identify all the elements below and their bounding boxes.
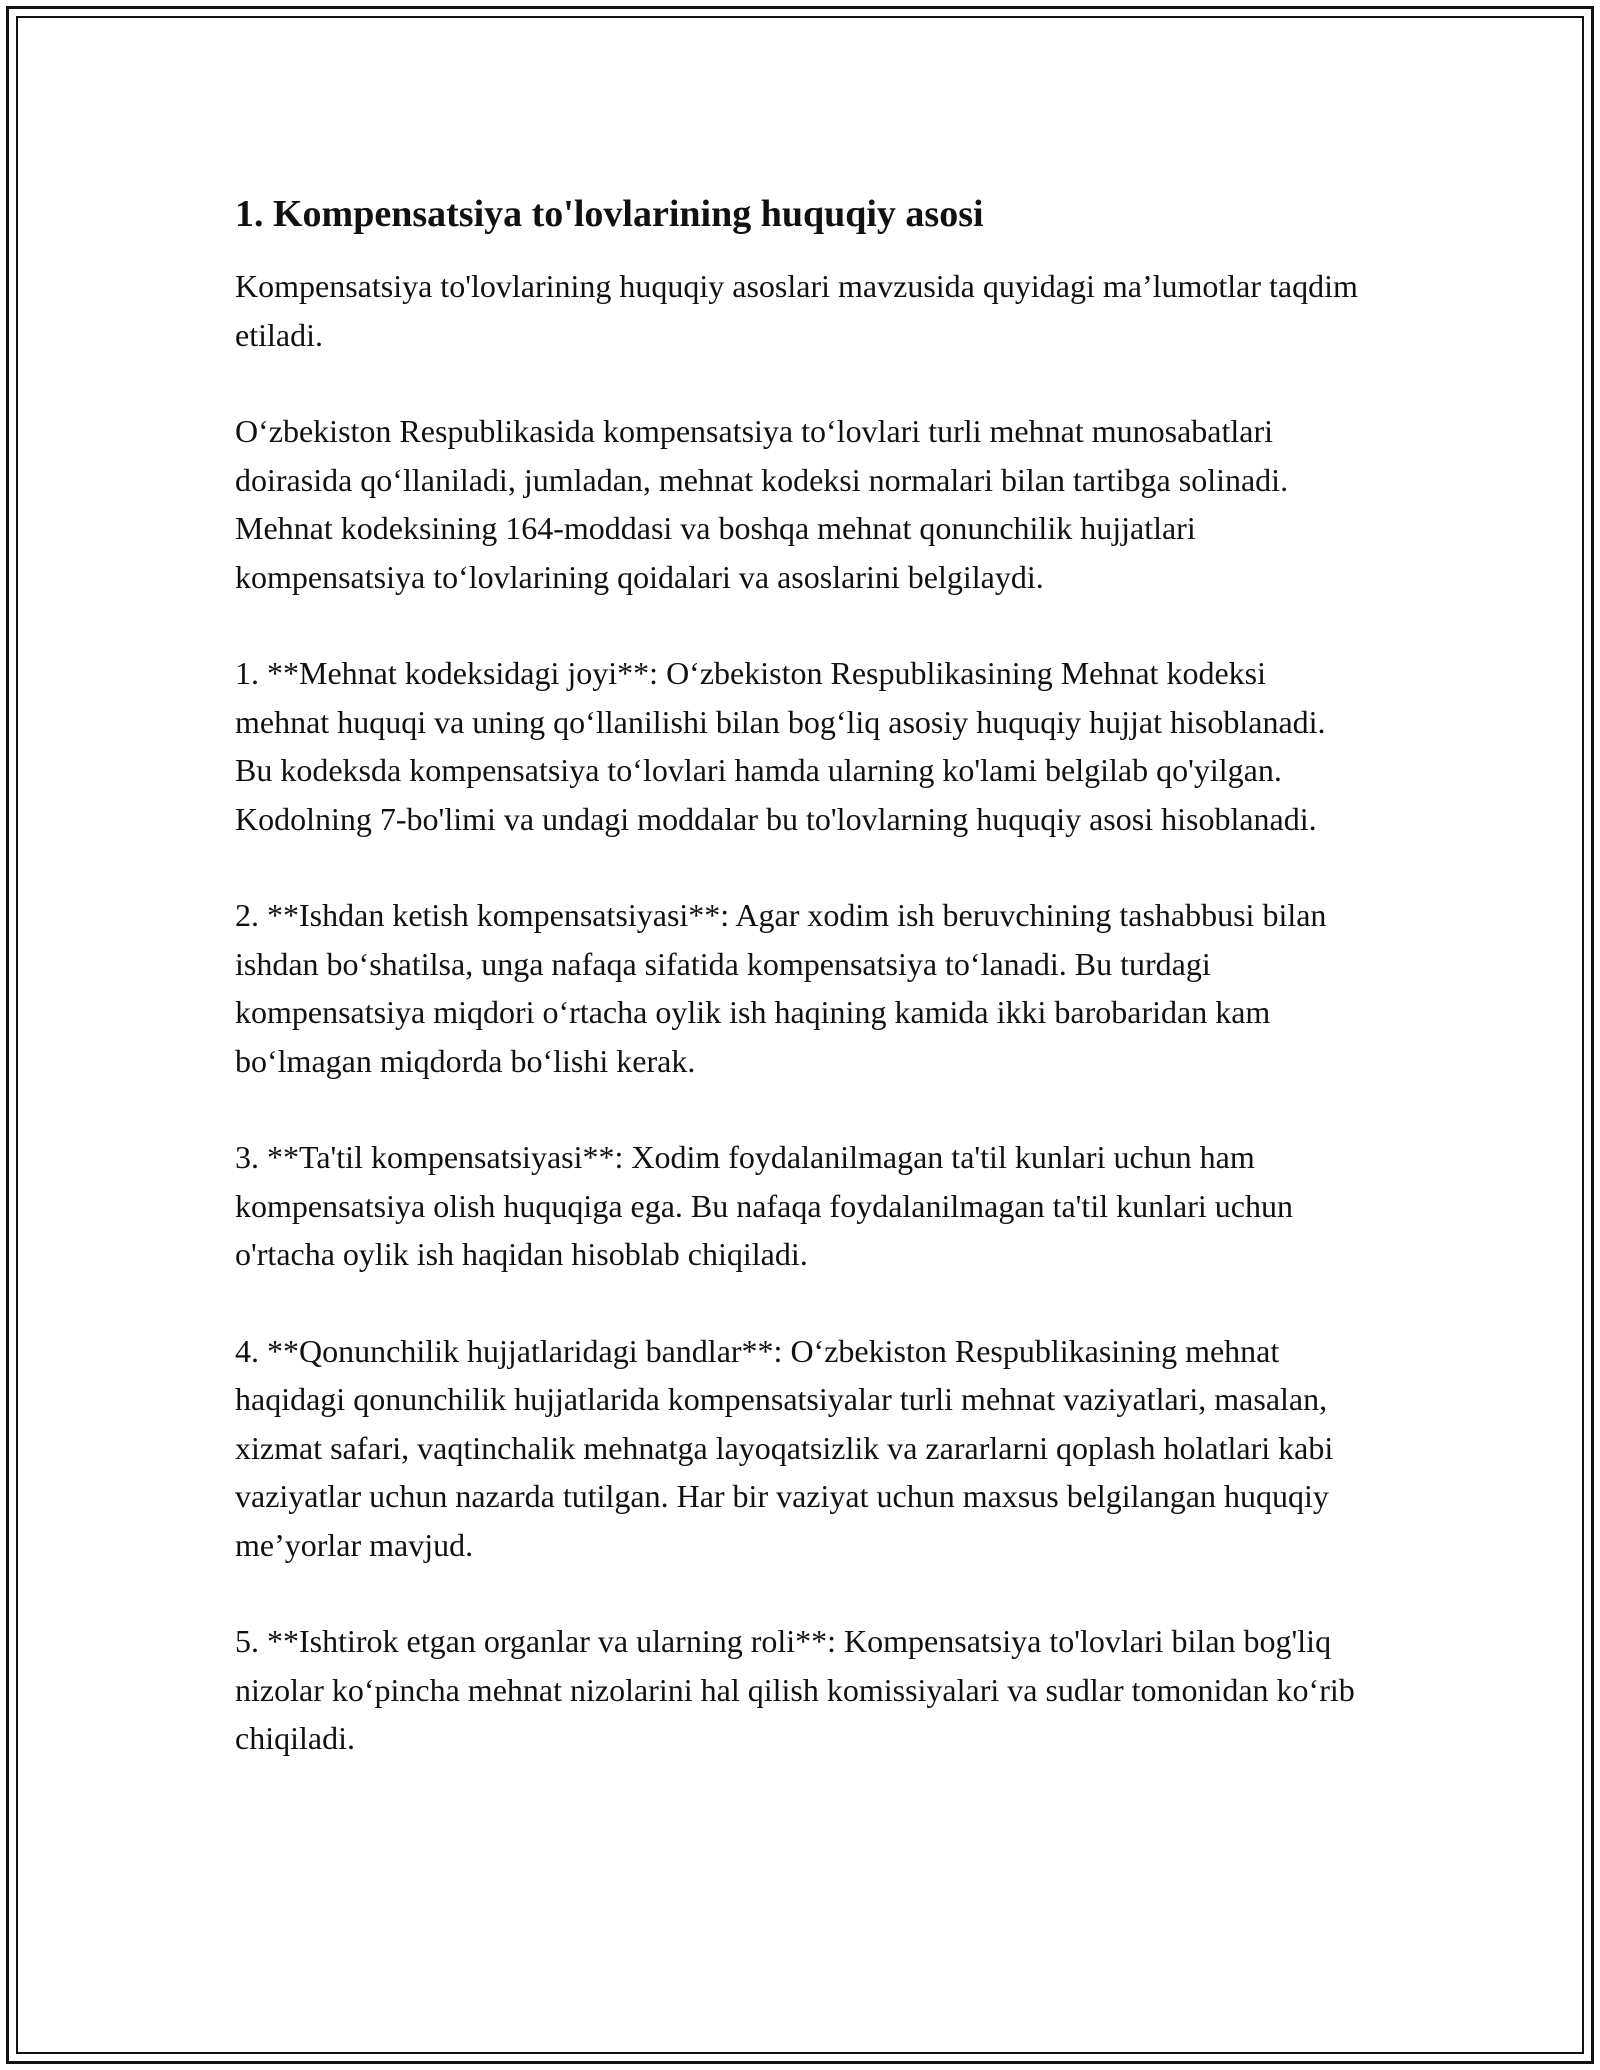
paragraph-overview: O‘zbekiston Respublikasida kompensatsiya to‘lovlari turli mehnat munosabatlari doirasida qo‘llaniladi, jumladan, mehnat kodeksi normalari bilan tartibga solinadi. Mehnat kodeksining 164-moddasi va boshqa mehnat qonunchilik hujjatlari kompensatsiya to‘lovlarining qoidalari va asoslarini belgilaydi. bbox=[235, 413, 1289, 595]
document-title: 1. Kompensatsiya to'lovlarining huquqiy asosi bbox=[235, 193, 984, 235]
document-body bbox=[235, 186, 1365, 1763]
paragraph-intro: Kompensatsiya to'lovlarining huquqiy asoslari mavzusida quyidagi ma’lumotlar taqdim etiladi. bbox=[235, 268, 1358, 353]
paragraph-item-1: 1. **Mehnat kodeksidagi joyi**: O‘zbekiston Respublikasining Mehnat kodeksi mehnat huquqi va uning qo‘llanilishi bilan bog‘liq asosiy huquqiy hujjat hisoblanadi. Bu kodeksda kompensatsiya to‘lovlari hamda ularning ko'lami belgilab qo'yilgan. Kodolning 7-bo'limi va undagi moddalar bu to'lovlarning huquqiy asosi hisoblanadi. bbox=[235, 655, 1326, 837]
paragraph-item-2: 2. **Ishdan ketish kompensatsiyasi**: Agar xodim ish beruvchining tashabbusi bilan ishdan bo‘shatilsa, unga nafaqa sifatida kompensatsiya to‘lanadi. Bu turdagi kompensatsiya miqdori o‘rtacha oylik ish haqining kamida ikki barobaridan kam bo‘lmagan miqdorda bo‘lishi kerak. bbox=[235, 897, 1327, 1079]
paragraph-item-3: 3. **Ta'til kompensatsiyasi**: Xodim foydalanilmagan ta'til kunlari uchun ham kompensatsiya olish huquqiga ega. Bu nafaqa foydalanilmagan ta'til kunlari uchun o'rtacha oylik ish haqidan hisoblab chiqiladi. bbox=[235, 1139, 1293, 1272]
paragraph-item-5: 5. **Ishtirok etgan organlar va ularning roli**: Kompensatsiya to'lovlari bilan bog'liq nizolar ko‘pincha mehnat nizolarini hal qilish komissiyalari va sudlar tomonidan ko‘rib chiqiladi. bbox=[235, 1623, 1355, 1756]
paragraph-item-4: 4. **Qonunchilik hujjatlaridagi bandlar**: O‘zbekiston Respublikasining mehnat haqidagi qonunchilik hujjatlarida kompensatsiyalar turli mehnat vaziyatlari, masalan, xizmat safari, vaqtinchalik mehnatga layoqatsizlik va zararlarni qoplash holatlari kabi vaziyatlar uchun nazarda tutilgan. Har bir vaziyat uchun maxsus belgilangan huquqiy me’yorlar mavjud. bbox=[235, 1332, 1334, 1563]
